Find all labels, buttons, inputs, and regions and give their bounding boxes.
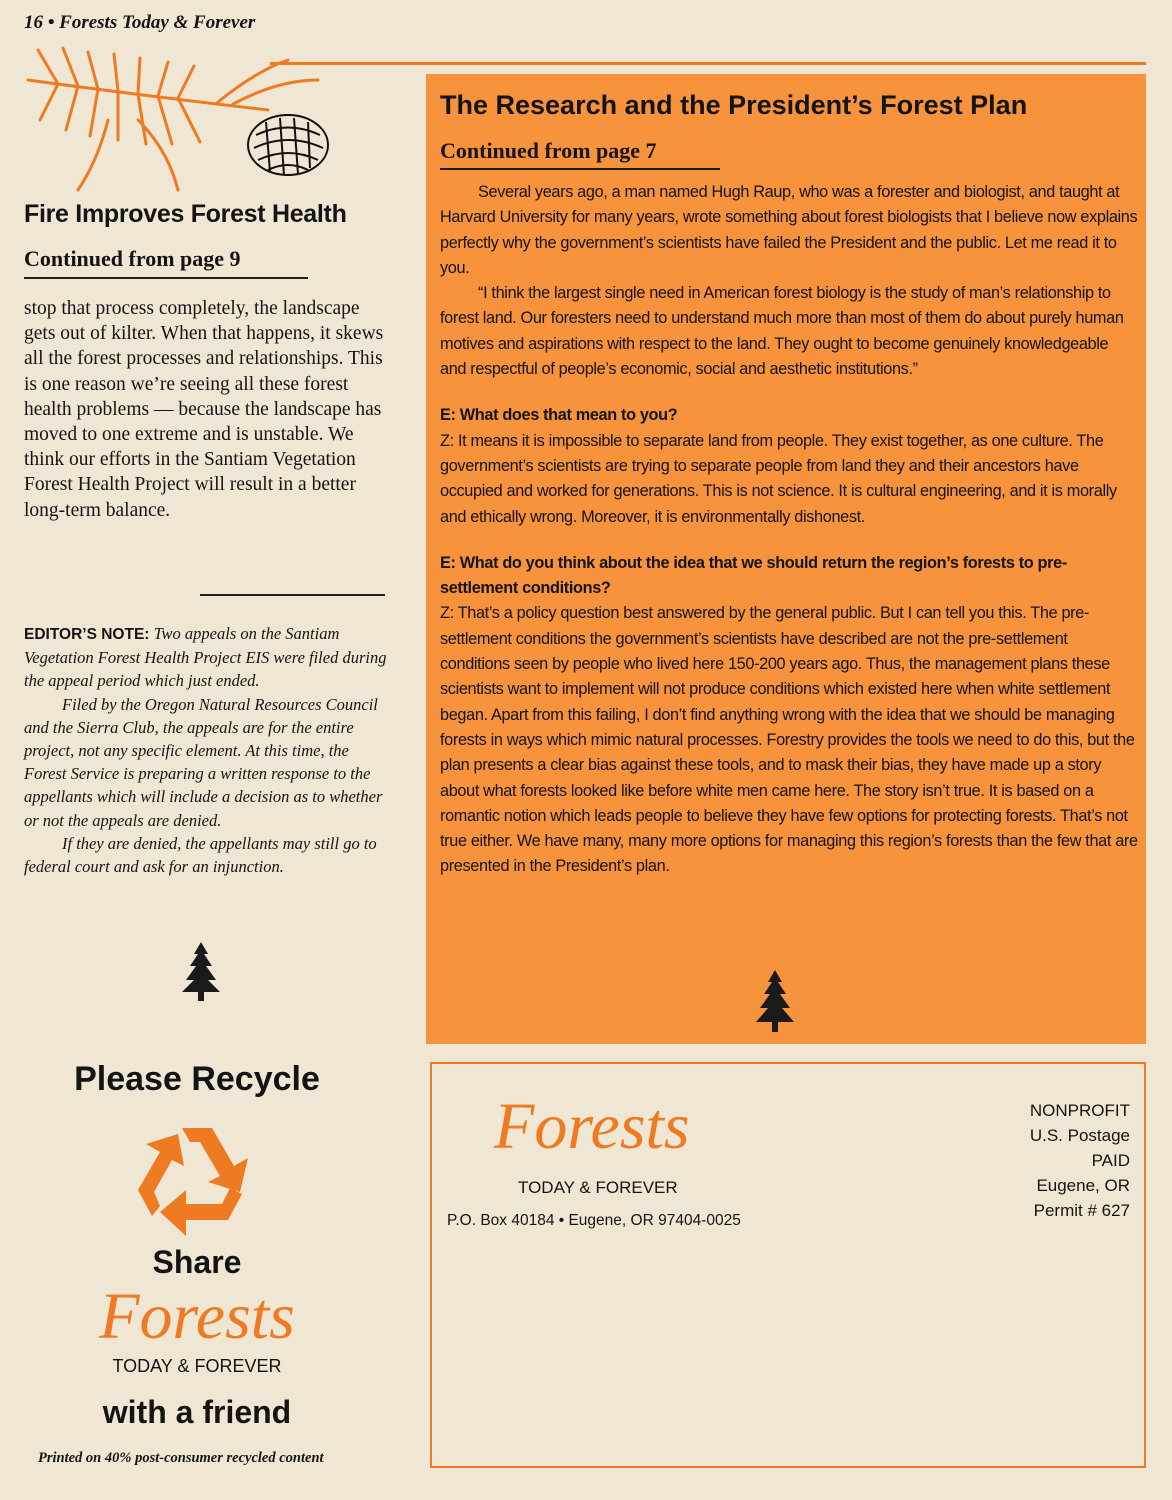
pine-branch-icon	[18, 40, 338, 200]
postage-line: Permit # 627	[1033, 1201, 1130, 1220]
page-header: 16 • Forests Today & Forever	[24, 12, 256, 33]
header-rule	[270, 62, 1146, 65]
mailing-address: P.O. Box 40184 • Eugene, OR 97404-0025	[447, 1212, 741, 1229]
postage-line: U.S. Postage	[1029, 1126, 1130, 1145]
right-spacer	[440, 530, 1138, 551]
left-article-title: Fire Improves Forest Health	[24, 200, 347, 228]
postage-indicia	[980, 1098, 1130, 1223]
right-paragraph-1: Several years ago, a man named Hugh Raup, who was a forester and biologist, and taught at Harvard University for many years, wrote something about forest biologists that I believe now explains perfectly why the government’s scientists have failed the President and the public. Let me read it to you.	[440, 183, 1138, 277]
share-title: Share	[152, 1244, 242, 1280]
left-continued-label: Continued from page 9	[24, 246, 308, 279]
postage-line: PAID	[1091, 1151, 1130, 1170]
right-article-title: The Research and the President’s Forest Plan	[440, 90, 1028, 120]
postage-line: NONPROFIT	[1029, 1101, 1130, 1120]
printed-note: Printed on 40% post-consumer recycled content	[38, 1450, 324, 1466]
question-1: E: What does that mean to you?	[440, 406, 678, 425]
right-spacer	[440, 382, 1138, 403]
share-logo-subtitle: TODAY & FOREVER	[112, 1356, 282, 1376]
answer-2: Z: That’s a policy question best answered by the general public. But I can tell you this. The pre-settlement conditions the government’s scientists have described are not the pre-settlement conditions seen by people who lived here 150-200 years ago. Thus, the management plans these scientists want to implement will not produce conditions which existed here when white settlement began. Apart from this failing, I don’t find anything wrong with the idea that we should be managing forests in ways which mimic natural processes. Forestry provides the tools we need to do this, but the plan presents a clear bias against these tools, and to mask their bias, they have made up a story about what forests looked like before white men came here. The story isn’t true. It is based on a romantic notion which leads people to believe they have few options for protecting forests. That’s not true either. We have many, many more options for managing this region’s forests than the few that are presented in the President’s plan.	[440, 604, 1138, 876]
editors-note-p2: Filed by the Oregon Natural Resources Council and the Sierra Club, the appeals are for the entire project, not any specific element. At this time, the Forest Service is preparing a written response to the appellants which will include a decision as to whether or not the appeals are denied.	[24, 694, 383, 830]
left-divider	[200, 594, 385, 596]
tree-icon	[752, 968, 798, 1034]
answer-1: Z: It means it is impossible to separate land from people. They exist together, as one culture. The government’s scientists are trying to separate people from land they and their ancestors have occupied and worked for generations. This is not science. It is cultural engineering, and it is morally and ethically wrong. Moreover, it is environmentally dishonest.	[440, 431, 1117, 526]
right-article-body	[440, 180, 1138, 880]
tree-icon	[178, 940, 224, 1002]
mailing-forests-logo: Forests	[494, 1090, 690, 1163]
right-continued-label: Continued from page 7	[440, 138, 720, 170]
editors-note-p3: If they are denied, the appellants may still go to federal court and ask for an injunction.	[24, 833, 377, 877]
share-forests-logo: Forests	[99, 1280, 295, 1353]
editors-note-p1: Two appeals on the Santiam Vegetation Forest Health Project EIS were filed during the appeal period which just ended.	[24, 624, 387, 691]
recycle-title: Please Recycle	[74, 1060, 320, 1098]
postage-line: Eugene, OR	[1036, 1176, 1130, 1195]
recycle-icon	[112, 1120, 282, 1240]
left-article-body: stop that process completely, the landscape gets out of kilter. When that happens, it skews all the forest processes and relationships. This is one reason we’re seeing all these forest health problems — because the landscape has moved to one extreme and is unstable. We think our efforts in the Santiam Vegetation Forest Health Project will result in a better long-term balance.	[24, 298, 384, 521]
editors-note-label: EDITOR’S NOTE:	[24, 626, 150, 643]
question-2: E: What do you think about the idea that we should return the region’s forests to pre-settlement conditions?	[440, 553, 1067, 598]
mailing-logo-subtitle: TODAY & FOREVER	[518, 1178, 678, 1197]
friend-title: with a friend	[102, 1394, 292, 1430]
editors-note	[24, 622, 389, 878]
right-paragraph-2: “I think the largest single need in American forest biology is the study of man’s relationship to forest land. Our foresters need to understand much more than most of them do about purely human motives and aspirations with respect to the land. They ought to become genuinely knowledgeable and respectful of people’s economic, social and aesthetic institutions.”	[440, 284, 1124, 379]
